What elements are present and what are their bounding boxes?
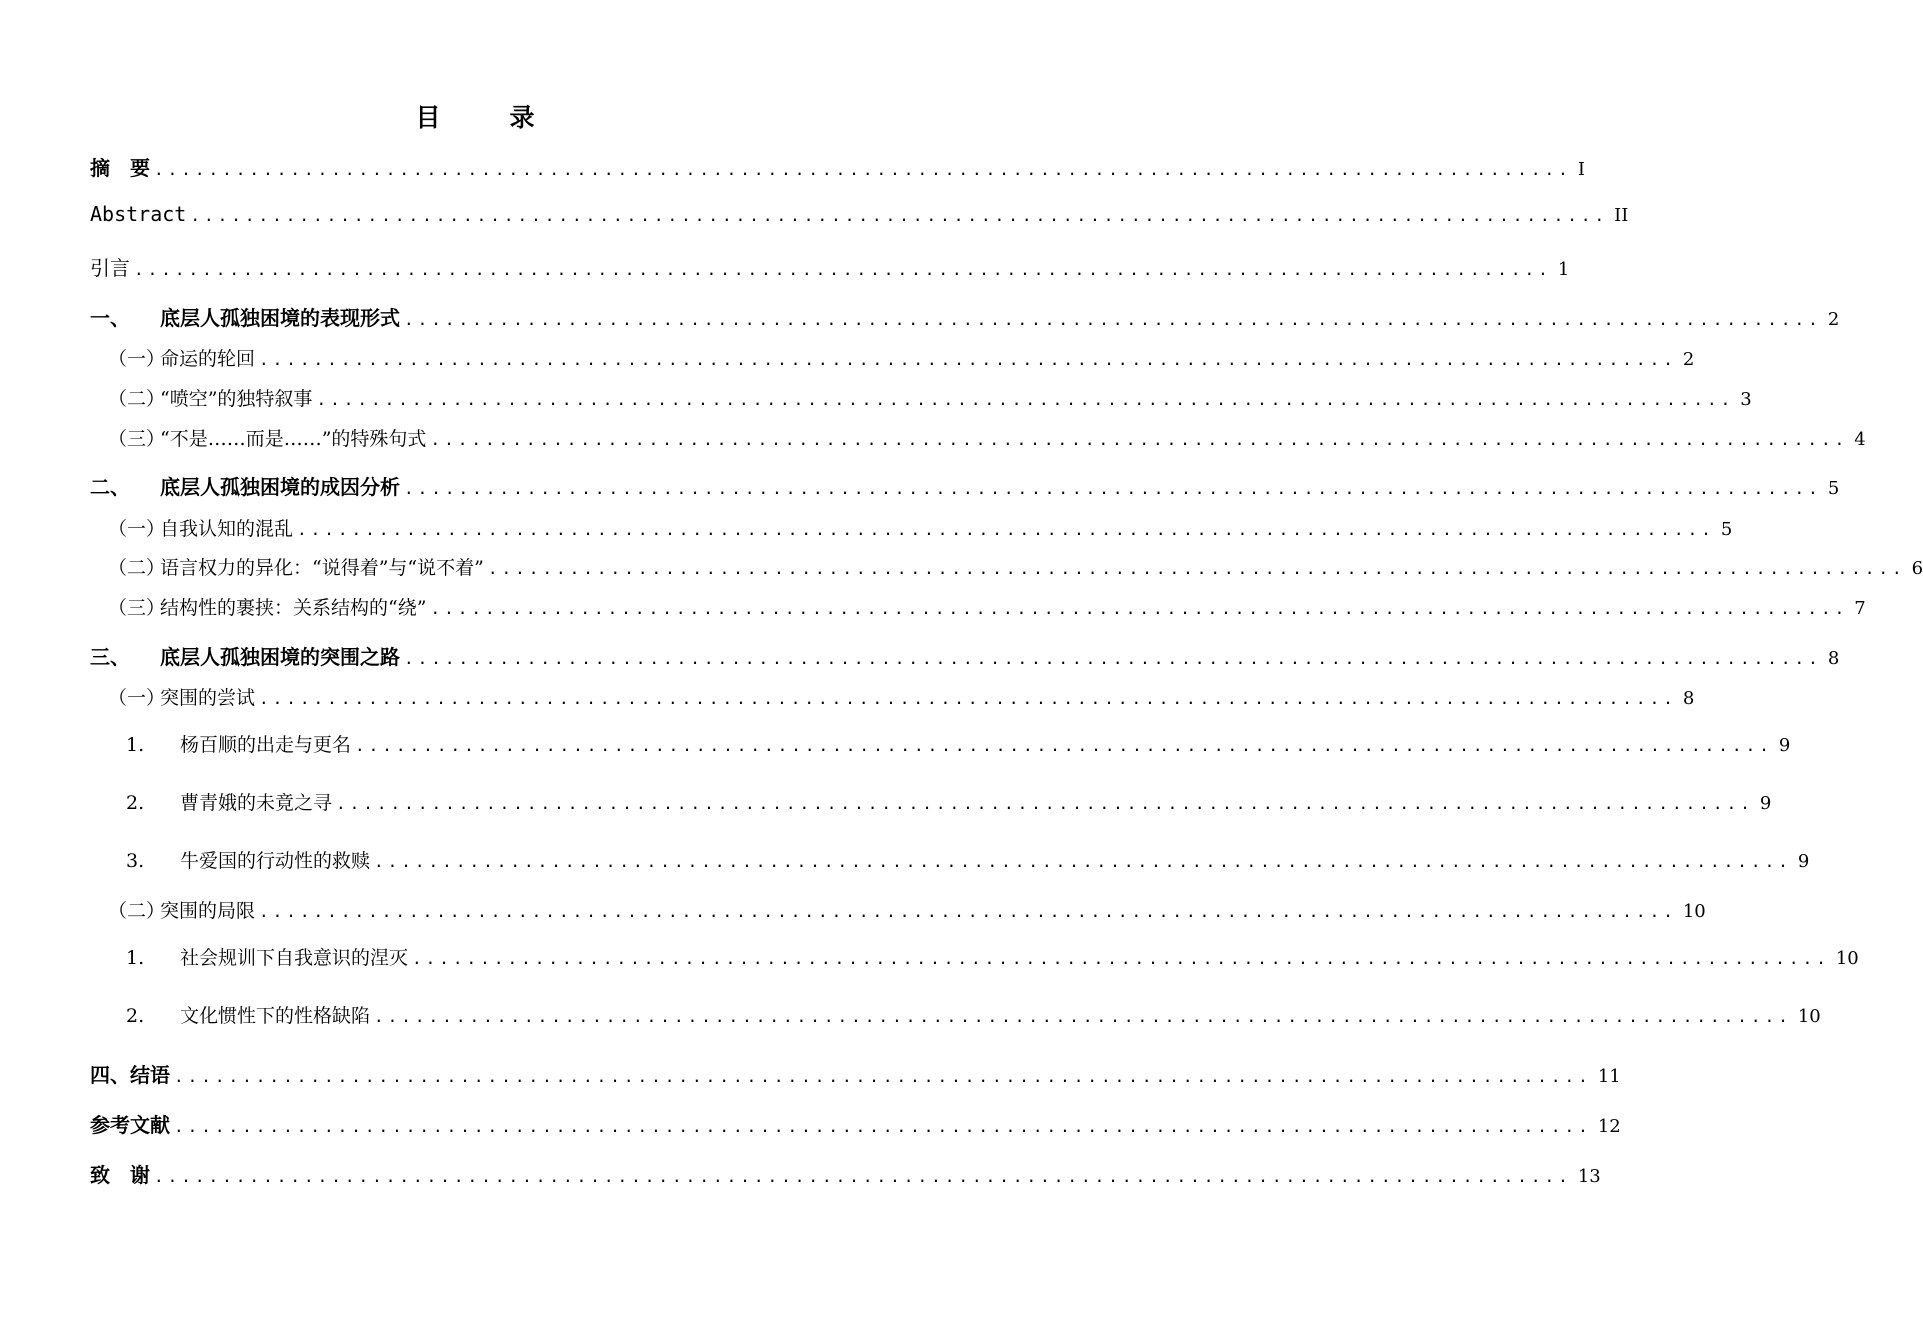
toc-leader-dots: ........................................................................................................	[259, 689, 1677, 708]
toc-page-number: I	[1577, 159, 1585, 180]
toc-entry-label: 自我认知的混乱	[160, 518, 294, 540]
toc-entry-label: 摘 要	[90, 156, 150, 180]
toc-entry-number: （一）	[108, 518, 166, 540]
toc-leader-dots: ........................................................................................................	[297, 520, 1715, 539]
toc-entry-section-1-3[interactable]	[90, 424, 1866, 452]
toc-page-number: 7	[1854, 598, 1866, 619]
toc-entry-label: 引言	[90, 256, 130, 280]
toc-leader-dots: ........................................................................................................	[412, 949, 1830, 968]
toc-entry-section-3-1[interactable]	[90, 683, 1695, 711]
toc-entry-label: 牛爱国的行动性的救赎	[180, 850, 371, 872]
toc-entry-section-2-2[interactable]	[90, 553, 1923, 581]
toc-entry-section-2-3[interactable]	[90, 593, 1866, 621]
toc-entry-number: （二）	[108, 557, 166, 579]
toc-entry-section-3-2[interactable]	[90, 896, 1706, 924]
toc-leader-dots: ........................................................................................................	[430, 599, 1849, 618]
toc-entry-label: 文化惯性下的性格缺陷	[180, 1005, 371, 1027]
toc-entry-label: 底层人孤独困境的成因分析	[160, 475, 400, 499]
toc-page-number: 11	[1597, 1066, 1621, 1087]
toc-entry-number: 二、	[90, 475, 130, 499]
toc-entry-item-3-1-2[interactable]	[90, 788, 1772, 816]
toc-entry-label: 底层人孤独困境的突围之路	[160, 645, 400, 669]
toc-entry-label: “不是……而是……”的特殊句式	[160, 428, 427, 450]
toc-page-number: 10	[1835, 948, 1859, 969]
toc-leader-dots: ........................................................................................................	[259, 902, 1677, 921]
toc-entry-number: 3.	[126, 850, 145, 872]
toc-entry-item-3-2-2[interactable]	[90, 1001, 1821, 1029]
toc-entry-number: 1.	[126, 947, 145, 969]
toc-entry-abstract-cn[interactable]	[90, 152, 1585, 180]
toc-entry-number: 1.	[126, 734, 145, 756]
toc-entry-section-2-1[interactable]	[90, 514, 1733, 542]
toc-page-number: 10	[1682, 901, 1706, 922]
toc-leader-dots: ........................................................................................................	[430, 430, 1849, 449]
toc-entry-section-1-1[interactable]	[90, 344, 1695, 372]
toc-entry-item-3-1-3[interactable]	[90, 846, 1810, 874]
toc-leader-dots: ........................................................................................................	[154, 1167, 1572, 1186]
toc-leader-dots: ........................................................................................................	[374, 852, 1792, 871]
toc-entry-number: （二）	[108, 900, 166, 922]
toc-entry-conclusion[interactable]	[90, 1059, 1621, 1087]
toc-entry-acknowledgements[interactable]	[90, 1159, 1601, 1187]
toc-entry-abstract-en[interactable]	[90, 202, 1629, 230]
toc-entry-section-1-2[interactable]	[90, 384, 1752, 412]
toc-page-number: 2	[1827, 309, 1840, 330]
toc-page-number: 9	[1797, 851, 1810, 872]
toc-leader-dots: ........................................................................................................	[404, 479, 1822, 498]
toc-page-number: 3	[1740, 389, 1752, 410]
toc-page-number: 8	[1827, 648, 1840, 669]
toc-leader-dots: ........................................................................................................	[190, 206, 1609, 225]
toc-entry-label: 四、结语	[90, 1063, 170, 1087]
toc-entry-intro[interactable]	[90, 252, 1570, 280]
toc-entry-chapter-3[interactable]	[90, 641, 1840, 669]
toc-leader-dots: ........................................................................................................	[316, 390, 1735, 409]
toc-entry-number: （三）	[108, 428, 166, 450]
toc-entry-label: 杨百顺的出走与更名	[180, 734, 352, 756]
toc-page-number: 13	[1577, 1166, 1601, 1187]
toc-entry-label: 致 谢	[90, 1163, 150, 1187]
toc-leader-dots: ........................................................................................................	[174, 1117, 1592, 1136]
toc-leader-dots: ........................................................................................................	[174, 1067, 1592, 1086]
toc-entry-chapter-2[interactable]	[90, 471, 1840, 499]
toc-entry-label: 命运的轮回	[160, 348, 256, 370]
toc-leader-dots: ........................................................................................................	[134, 260, 1552, 279]
toc-entry-number: （一）	[108, 687, 166, 709]
toc-page-number: 1	[1557, 259, 1570, 280]
page-title: 目 录	[415, 103, 557, 132]
toc-page-number: II	[1614, 205, 1629, 226]
toc-entry-label: 底层人孤独困境的表现形式	[160, 306, 400, 330]
toc-entry-label: 曹青娥的未竟之寻	[180, 792, 333, 814]
toc-entry-chapter-1[interactable]	[90, 302, 1840, 330]
toc-page-number: 2	[1682, 349, 1695, 370]
toc-entry-references[interactable]	[90, 1109, 1621, 1137]
toc-entry-number: 2.	[126, 792, 145, 814]
toc-entry-item-3-1-1[interactable]	[90, 730, 1791, 758]
toc-entry-number: （三）	[108, 597, 166, 619]
toc-entry-label: 突围的局限	[160, 900, 256, 922]
toc-leader-dots: ........................................................................................................	[355, 736, 1773, 755]
toc-leader-dots: ........................................................................................................	[336, 794, 1754, 813]
toc-leader-dots: ........................................................................................................	[404, 649, 1822, 668]
toc-entry-label: “喷空”的独特叙事	[160, 388, 313, 410]
toc-leader-dots: ........................................................................................................	[404, 310, 1822, 329]
toc-page-number: 9	[1778, 735, 1791, 756]
toc-entry-label: 社会规训下自我意识的涅灭	[180, 947, 409, 969]
toc-entry-label: 语言权力的异化：“说得着”与“说不着”	[160, 557, 484, 579]
toc-entry-item-3-2-1[interactable]	[90, 943, 1859, 971]
toc-entry-number: （一）	[108, 348, 166, 370]
toc-page-number: 8	[1682, 688, 1695, 709]
toc-page-number: 10	[1797, 1006, 1821, 1027]
toc-entry-number: 2.	[126, 1005, 145, 1027]
toc-leader-dots: ........................................................................................................	[259, 350, 1677, 369]
toc-entry-label: Abstract	[90, 202, 187, 226]
toc-leader-dots: ........................................................................................................	[487, 559, 1906, 578]
toc-entry-label: 结构性的裹挟：关系结构的“绕”	[160, 597, 427, 619]
toc-leader-dots: ........................................................................................................	[154, 160, 1572, 179]
toc-entry-label: 参考文献	[90, 1113, 170, 1137]
toc-entry-number: （二）	[108, 388, 166, 410]
toc-page-number: 6	[1911, 558, 1923, 579]
toc-page-number: 4	[1854, 429, 1866, 450]
toc-page-number: 12	[1597, 1116, 1621, 1137]
toc-entry-number: 一、	[90, 306, 130, 330]
toc-leader-dots: ........................................................................................................	[374, 1007, 1792, 1026]
toc-entry-number: 三、	[90, 645, 130, 669]
toc-page-number: 5	[1720, 519, 1733, 540]
toc-page-number: 5	[1827, 478, 1840, 499]
toc-entry-label: 突围的尝试	[160, 687, 256, 709]
toc-page-number: 9	[1759, 793, 1772, 814]
